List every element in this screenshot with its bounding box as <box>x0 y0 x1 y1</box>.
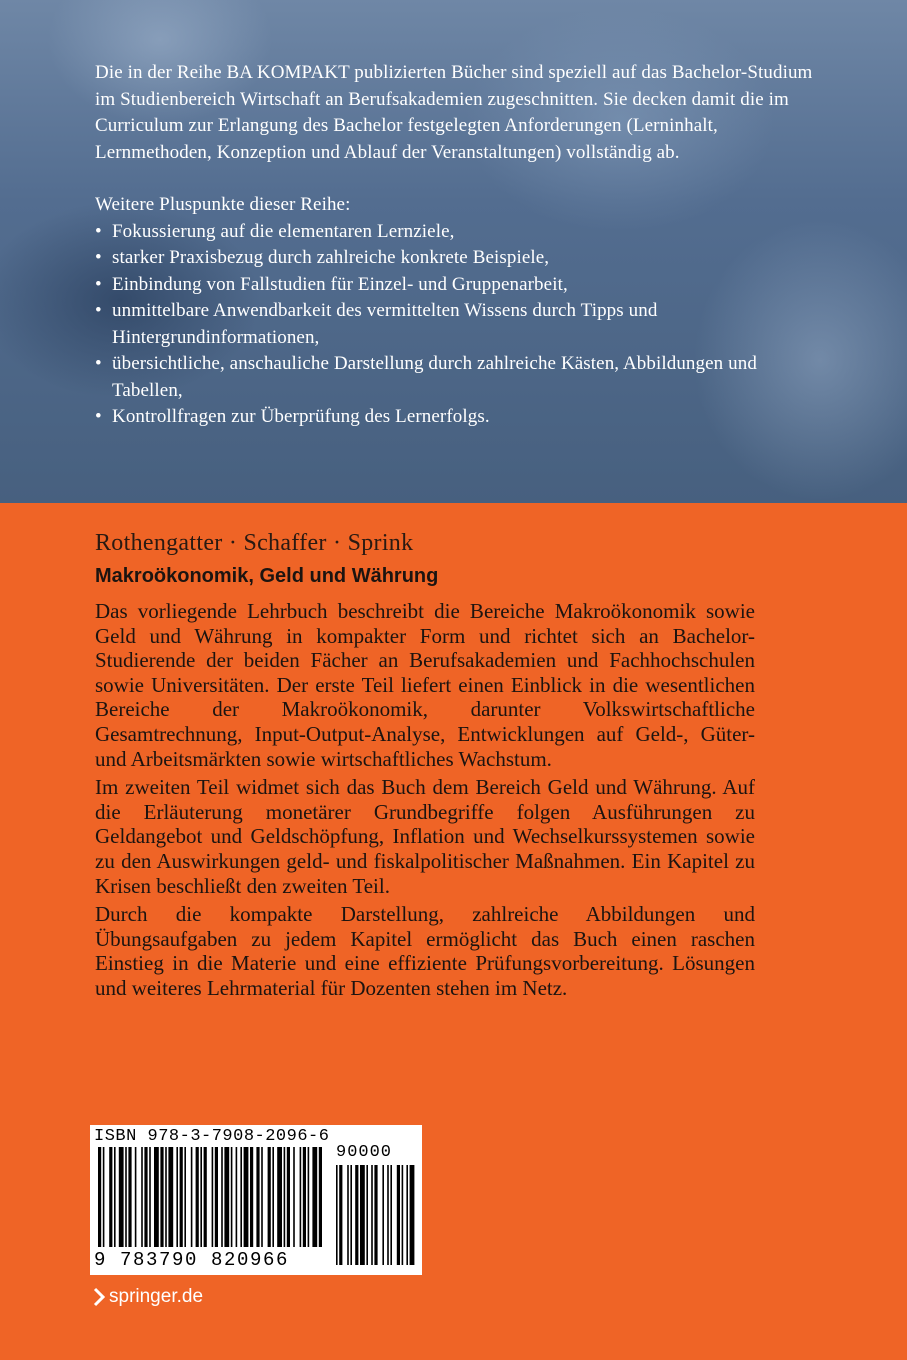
publisher-link[interactable] <box>93 1286 203 1308</box>
barcode-bar <box>154 1147 159 1247</box>
barcode-bar <box>284 1147 286 1247</box>
barcode-bar <box>371 1165 373 1265</box>
series-intro-paragraph: Die in der Reihe BA KOMPAKT publizierten Bücher sind speziell auf das Bachelor-Studium im Studienbereich Wirtschaft an Berufsakademien zugeschnitten. Sie decken damit die im Curriculum zur Erlangung des Bachelor festgelegten Anforderungen (Lerninhalt, Lernmethoden, Konzeption und Ablauf der Veranstaltungen) vollständig ab. <box>95 62 813 163</box>
barcode-addon-digits: 90000 <box>336 1143 393 1162</box>
barcode-bar <box>109 1147 112 1247</box>
barcode-bar <box>287 1147 290 1247</box>
barcode-bar <box>355 1165 358 1265</box>
description-paragraph: Durch die kompakte Darstellung, zahlreiche Abbildungen und Übungsaufgaben zu jedem Kapitel ermöglicht das Buch einen raschen Einstieg in die Materie und eine effiziente Prüfungsvorbereitung. Lösungen und weiteres Lehrmaterial für Dozenten stehen im Netz. <box>95 902 755 1000</box>
barcode-bar <box>98 1147 101 1247</box>
barcode-bar <box>382 1165 384 1265</box>
barcode-bar <box>256 1147 259 1247</box>
description-paragraph: Das vorliegende Lehrbuch beschreibt die Bereiche Makroökonomik sowie Geld und Währung in kompakter Form und richtet sich an Bachelor-Studierende der beiden Fächer an Berufsakademien und Fachhochschulen sowie Universitäten. Der erste Teil liefert einen Einblick in die wesentlichen Bereiche der Makroökonomik, darunter Volkswirtschaftliche Gesamtrechnung, Input-Output-Analyse, Entwicklungen auf Geld-, Güter- und Arbeitsmärkten sowie wirtschaftliches Wachstum. <box>95 599 755 771</box>
barcode-bar <box>406 1165 408 1265</box>
plus-points-heading: Weitere Pluspunkte dieser Reihe: <box>95 194 351 215</box>
barcode-bar <box>168 1147 173 1247</box>
barcode-bar <box>196 1147 199 1247</box>
series-info-text <box>95 60 815 431</box>
barcode-bar <box>312 1147 317 1247</box>
book-description <box>95 599 755 1005</box>
barcode-bar <box>125 1147 127 1247</box>
barcode-bar <box>261 1147 263 1247</box>
barcode-bar <box>303 1147 306 1247</box>
barcode-bar <box>221 1147 223 1247</box>
barcode-bar <box>236 1147 238 1247</box>
isbn-barcode <box>90 1125 422 1275</box>
barcode-bar <box>410 1165 415 1265</box>
barcode-bar <box>184 1147 186 1247</box>
barcode-bar <box>268 1147 271 1247</box>
barcode-bar <box>374 1165 377 1265</box>
barcode-bar <box>160 1147 163 1247</box>
barcode-bar <box>336 1165 338 1265</box>
plus-points-list <box>95 219 815 431</box>
barcode-bar <box>103 1147 105 1247</box>
barcode-bar <box>390 1165 392 1265</box>
barcode-bar <box>277 1147 282 1247</box>
barcode-bar <box>250 1147 253 1247</box>
barcode-bar <box>293 1147 295 1247</box>
barcode-bar <box>224 1147 229 1247</box>
barcode-bar <box>119 1147 124 1247</box>
barcode-bar <box>191 1147 193 1247</box>
barcode-bar <box>204 1147 207 1247</box>
barcode-bar <box>272 1147 274 1247</box>
barcode-bar <box>387 1165 389 1265</box>
list-item: • unmittelbare Anwendbarkeit des vermittelten Wissens durch Tipps und Hintergrundinformationen, <box>95 298 815 351</box>
barcode-bar <box>244 1147 249 1247</box>
barcode-bar <box>397 1165 400 1265</box>
barcode-bar <box>212 1147 214 1247</box>
isbn-label: ISBN 978-3-7908-2096-6 <box>94 1127 330 1146</box>
description-paragraph: Im zweiten Teil widmet sich das Buch dem Bereich Geld und Währung. Auf die Erläuterung monetärer Grundbegriffe folgen Ausführungen zu Geldangebot und Geldschöpfung, Inflation und Wechselkurssystemen sowie zu den Auswirkungen geld- und fiskalpolitischer Maßnahmen. Ein Kapitel zu Krisen beschließt den zweiten Teil. <box>95 775 755 898</box>
barcode-bar <box>319 1147 322 1247</box>
barcode-bar <box>350 1165 352 1265</box>
barcode-bar <box>360 1165 365 1265</box>
barcode-bar <box>240 1147 242 1247</box>
book-info-panel <box>0 503 907 1360</box>
book-authors: Rothengatter · Schaffer · Sprink <box>95 530 414 556</box>
barcode-bar <box>165 1147 167 1247</box>
barcode-bar <box>176 1147 178 1247</box>
barcode-bar <box>231 1147 233 1247</box>
list-item: • Einbindung von Fallstudien für Einzel- und Gruppenarbeit, <box>95 272 815 299</box>
barcode-bar <box>366 1165 368 1265</box>
barcode-bar <box>144 1147 147 1247</box>
book-title: Makroökonomik, Geld und Währung <box>95 565 439 587</box>
series-info-panel <box>0 0 907 503</box>
list-item: • Kontrollfragen zur Überprüfung des Lernerfolgs. <box>95 404 815 431</box>
barcode-bar <box>141 1147 143 1247</box>
barcode-bar <box>402 1165 404 1265</box>
list-item: • übersichtliche, anschauliche Darstellung durch zahlreiche Kästen, Abbildungen und Tabellen, <box>95 351 815 404</box>
list-item: • Fokussierung auf die elementaren Lernziele, <box>95 219 815 246</box>
barcode-bar <box>135 1147 137 1247</box>
barcode-bar <box>339 1165 342 1265</box>
barcode-ean-digits: 9 783790 820966 <box>94 1249 290 1271</box>
barcode-bar <box>200 1147 202 1247</box>
barcode-bar <box>308 1147 310 1247</box>
list-item: • starker Praxisbezug durch zahlreiche konkrete Beispiele, <box>95 245 815 272</box>
barcode-bar <box>347 1165 349 1265</box>
chevron-right-icon <box>93 1287 105 1307</box>
publisher-url: springer.de <box>109 1286 204 1307</box>
barcode-bar <box>114 1147 116 1247</box>
barcode-bar <box>180 1147 183 1247</box>
barcode-bar <box>128 1147 131 1247</box>
barcode-bar <box>215 1147 218 1247</box>
barcode-bar <box>149 1147 151 1247</box>
barcode-bar <box>300 1147 302 1247</box>
